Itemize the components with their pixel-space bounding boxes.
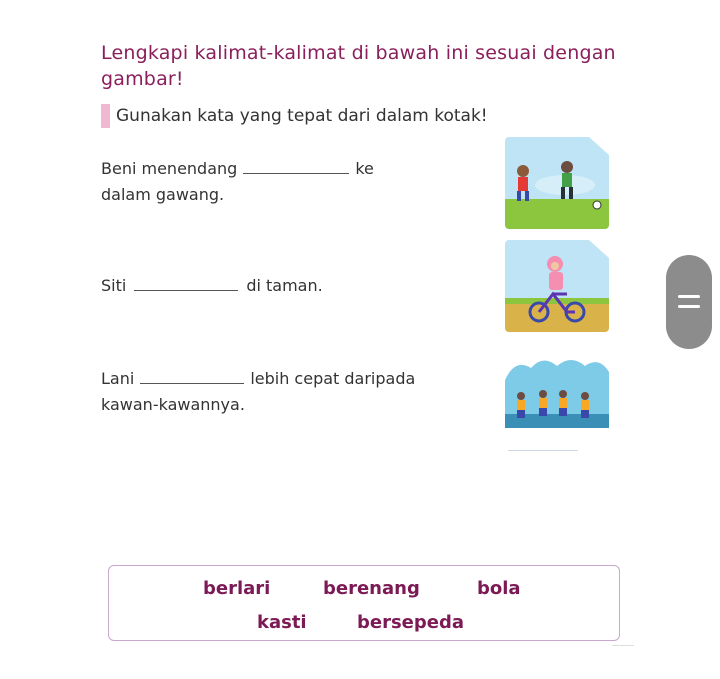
question-2-before: Siti — [101, 276, 127, 295]
question-3-blank[interactable] — [140, 369, 244, 384]
instruction-text: Gunakan kata yang tepat dari dalam kotak! — [116, 106, 488, 126]
question-2-blank[interactable] — [134, 276, 238, 291]
question-1-blank[interactable] — [243, 159, 349, 174]
question-2-after: di taman. — [246, 276, 323, 295]
divider — [508, 450, 578, 451]
question-3-before: Lani — [101, 369, 135, 388]
question-3 — [101, 366, 481, 418]
word-bersepeda[interactable]: bersepeda — [357, 612, 465, 633]
question-3-after: lebih cepat daripada — [250, 369, 416, 388]
word-berlari[interactable]: berlari — [203, 578, 271, 599]
word-box — [108, 565, 620, 641]
bicycle-picture — [505, 240, 609, 332]
question-1-before: Beni menendang — [101, 159, 238, 178]
page-title: Lengkapi kalimat-kalimat di bawah ini sesuai dengan gambar! — [101, 42, 616, 90]
word-berenang[interactable]: berenang — [323, 578, 420, 599]
question-1-after: ke — [355, 159, 374, 178]
word-kasti[interactable]: kasti — [257, 612, 307, 633]
football-picture — [505, 137, 609, 229]
drag-handle-line-bottom — [678, 305, 700, 308]
bottom-divider — [612, 645, 634, 646]
question-1-line2: dalam gawang. — [101, 185, 225, 204]
drag-handle-line-top — [678, 295, 700, 298]
drag-handle-icon[interactable] — [666, 255, 712, 349]
word-bola[interactable]: bola — [477, 578, 521, 599]
instruction — [101, 104, 488, 128]
question-3-line2: kawan-kawannya. — [101, 395, 245, 414]
running-picture — [505, 350, 609, 442]
question-2 — [101, 273, 481, 299]
instruction-marker — [101, 104, 110, 128]
question-1 — [101, 156, 481, 208]
